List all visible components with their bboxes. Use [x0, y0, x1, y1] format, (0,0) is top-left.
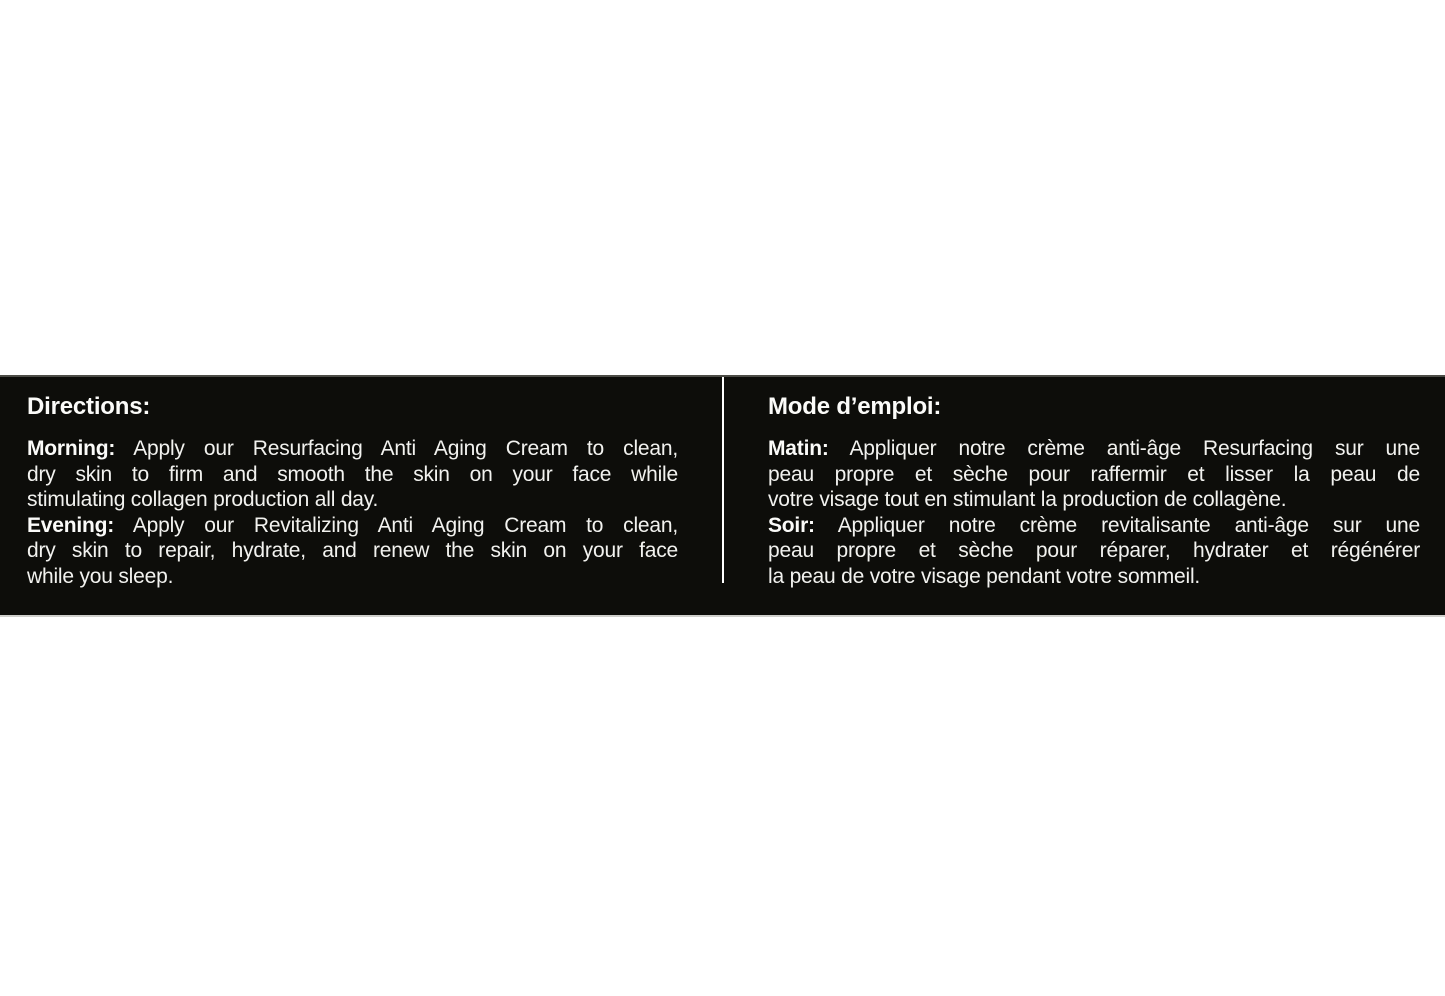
matin-line-2: peau propre et sèche pour raffermir et lisser la peau de: [768, 462, 1420, 486]
evening-line-2: dry skin to repair, hydrate, and renew the skin on your face: [27, 539, 678, 562]
morning-label: Morning:: [27, 437, 116, 460]
evening-line-1-text: Apply our Revitalizing Anti Aging Cream to clean,: [132, 513, 678, 537]
matin-line-1-text: Appliquer notre crème anti-âge Resurfacing sur une: [849, 437, 1420, 460]
evening-label: Evening:: [27, 513, 115, 537]
morning-line-1: [27, 436, 678, 462]
directions-body-fr: [768, 436, 1420, 589]
evening-line-3: while you sleep.: [27, 564, 174, 588]
soir-line-1-text: Appliquer notre crème revitalisante anti-âge sur une: [837, 513, 1420, 537]
matin-line-1: [768, 436, 1420, 462]
soir-line-1: [768, 513, 1420, 539]
matin-line-3: votre visage tout en stimulant la production de collagène.: [768, 488, 1287, 511]
evening-line-1: [27, 513, 678, 539]
column-divider: [722, 377, 724, 583]
directions-en-column: [27, 394, 678, 589]
directions-fr-column: [768, 394, 1420, 589]
morning-line-1-text: Apply our Resurfacing Anti Aging Cream to clean,: [133, 437, 678, 460]
directions-panel: [0, 375, 1445, 617]
soir-line-3: la peau de votre visage pendant votre sommeil.: [768, 564, 1201, 588]
directions-heading-fr: Mode d’emploi:: [768, 393, 942, 420]
soir-line-2: peau propre et sèche pour réparer, hydrater et régénérer: [768, 539, 1420, 562]
soir-label: Soir:: [768, 513, 815, 537]
directions-body-en: [27, 436, 678, 589]
morning-line-2: dry skin to firm and smooth the skin on your face while: [27, 462, 678, 486]
matin-label: Matin:: [768, 437, 829, 460]
directions-heading-en: Directions:: [27, 393, 151, 420]
morning-line-3: stimulating collagen production all day.: [27, 488, 379, 511]
